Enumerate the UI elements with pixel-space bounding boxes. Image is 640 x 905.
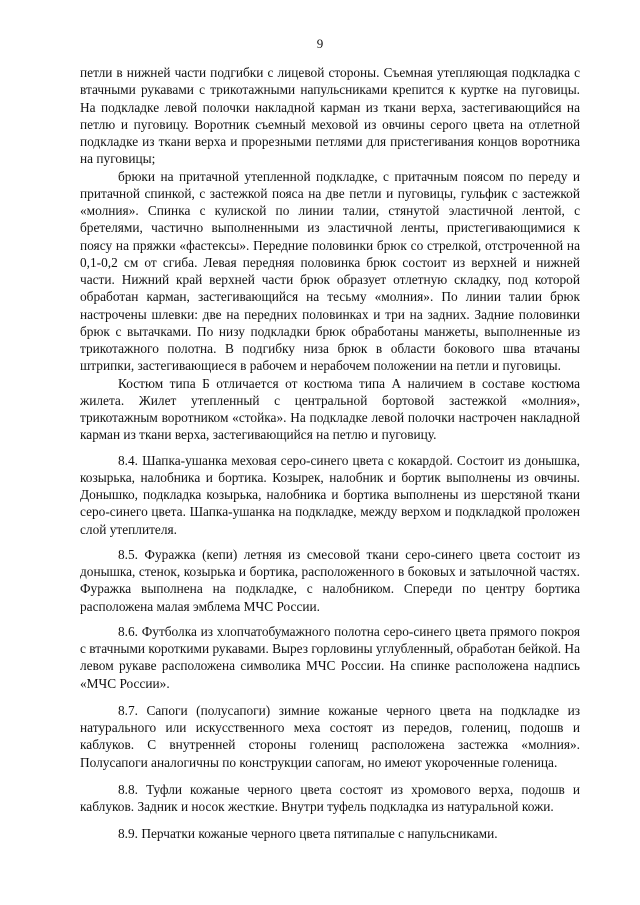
paragraph-trousers: брюки на притачной утепленной подкладке, с притачным поясом по переду и притачной спинкой, с застежкой пояса на две петли и пуговицы, гульфик с застежкой «молния». Спинка с кулиской по линии талии, стянутой эластичной лентой, с бретелями, частично выполненными из эластичной ленты, пристегивающимися к поясу на пряжки «фастексы». Передние половинки брюк со стрелкой, отстроченной на 0,1-0,2 см от сгиба. Левая передняя половинка брюк состоит из верхней и нижней части. Нижний край верхней части брюк образует отлетную складку, под которой обработан карман, застегивающийся на тесьму «молния». По линии талии брюк настрочены шлевки: две на передних половинках и три на задних. Задние половинки брюк с вытачками. По низу подкладки брюк обработаны манжеты, выполненные из трикотажного полотна. В подгибку низа брюк в области бокового шва втачаны штрипки, застегивающиеся в рабочем и нерабочем положении на петли и пуговицы. [80,168,580,374]
paragraph-8-5-cap: 8.5. Фуражка (кепи) летняя из смесовой ткани серо-синего цвета состоит из донышка, стенок, козырька и бортика, расположенного в боковых и затылочной частях. Фуражка выполнена на подкладке, с налобником. Спереди по центру бортика расположена малая эмблема МЧС России. [80,546,580,614]
paragraph-8-6-tshirt: 8.6. Футболка из хлопчатобумажного полотна серо-синего цвета прямого покроя с втачными короткими рукавами. Вырез горловины углубленный, обработан бейкой. На левом рукаве расположена символика МЧС России. На спинке расположена надпись «МЧС России». [80,623,580,691]
paragraph-8-8-shoes: 8.8. Туфли кожаные черного цвета состоят из хромового верха, подошв и каблуков. Задник и носок жесткие. Внутри туфель подкладка из натуральной кожи. [80,781,580,814]
page-number: 9 [316,36,324,51]
paragraph-suit-type-b: Костюм типа Б отличается от костюма типа А наличием в составе костюма жилета. Жилет утепленный с центральной бортовой застежкой «молния», трикотажным воротником «стойка». На подкладке левой полочки настрочен накладной карман из ткани верха, застегивающийся на петлю и пуговицу. [80,375,580,443]
paragraph-8-4-fur-hat: 8.4. Шапка-ушанка меховая серо-синего цвета с кокардой. Состоит из донышка, козырька, налобника и бортика. Козырек, налобник и бортик выполнены из овчины. Донышко, подкладка козырька, налобника и бортика выполнены из шерстяной ткани серо-синего цвета. Шапка-ушанка на подкладке, между верхом и подкладкой проложен слой утеплителя. [80,452,580,537]
paragraph-8-9-gloves: 8.9. Перчатки кожаные черного цвета пятипалые с напульсниками. [118,826,498,842]
document-body [80,64,580,843]
paragraph-8-7-boots: 8.7. Сапоги (полусапоги) зимние кожаные черного цвета на подкладке из натурального или искусственного меха состоят из передов, голениц, подошв и каблуков. С внутренней стороны голенищ расположена застежка «молния». Полусапоги аналогичны по конструкции сапогам, но имеют укороченные голеница. [80,702,580,770]
paragraph-jacket-continuation: петли в нижней части подгибки с лицевой стороны. Съемная утепляющая подкладка с втачными рукавами с трикотажными напульсниками крепится к куртке на пуговицы. На подкладке левой полочки накладной карман из ткани верха, застегивающийся на петлю и пуговицу. Воротник съемный меховой из овчины серого цвета на отлетной подкладке из ткани верха и прорезными петлями для пристегивания концов воротника на пуговицы; [80,65,580,167]
